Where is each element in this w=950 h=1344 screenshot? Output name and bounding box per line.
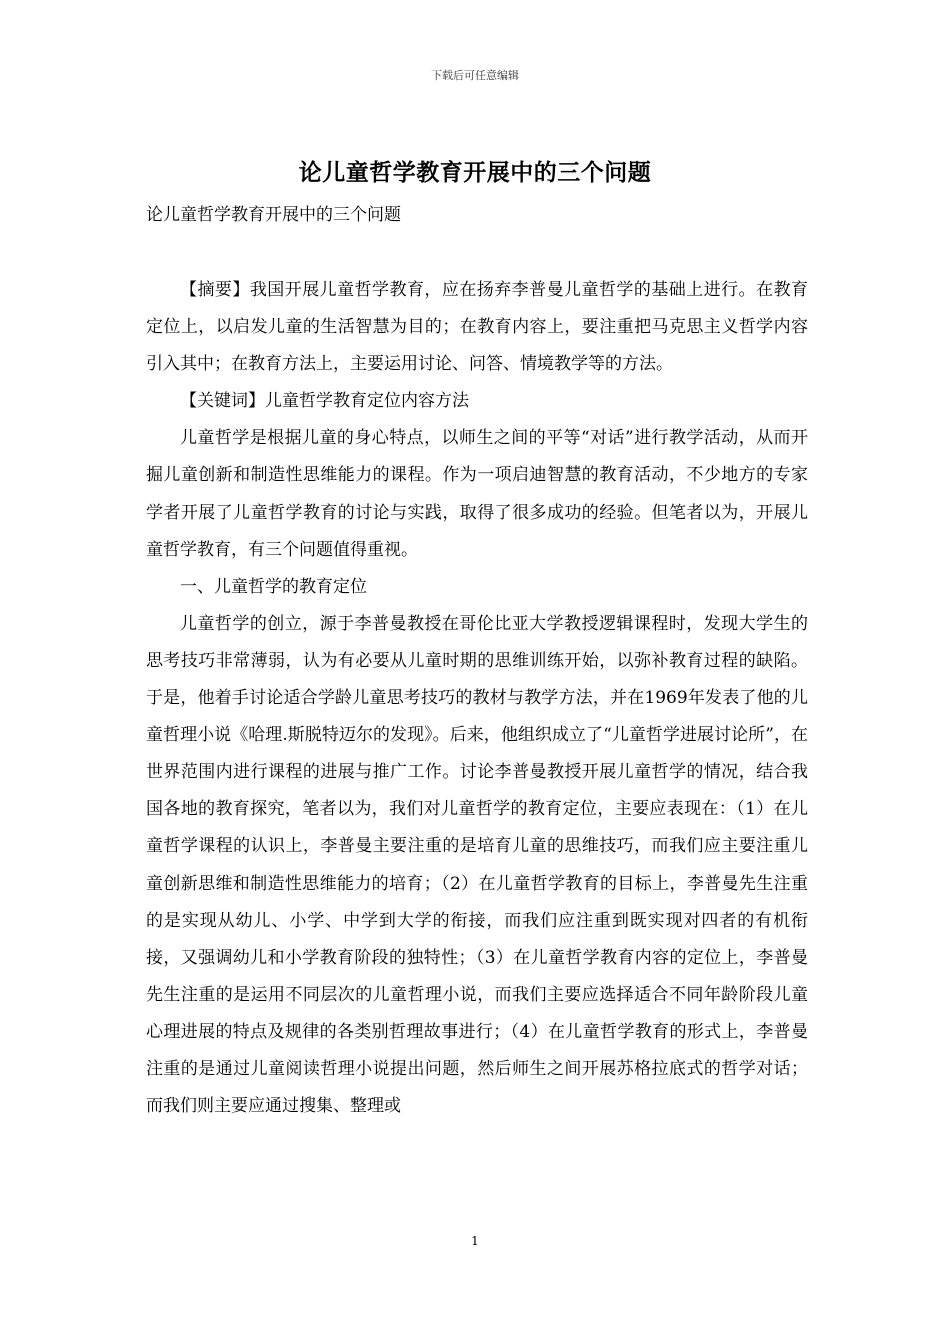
keywords-paragraph: 【关键词】儿童哲学教育定位内容方法: [180, 391, 469, 412]
document-subtitle: 论儿童哲学教育开展中的三个问题: [146, 205, 401, 225]
section-heading: 一、儿童哲学的教育定位: [180, 576, 367, 597]
section-paragraph: 儿童哲学的创立，源于李普曼教授在哥伦比亚大学教授逻辑课程时，发现大学生的思考技巧非常薄弱，认为有必要从儿童时期的思维训练开始，以弥补教育过程的缺陷。于是，他着手讨论适合学龄儿童思考技巧的教材与教学方法，并在1969年发表了他的儿童哲理小说《哈理.斯脱特迈尔的发现》。后来，他组织成立了“儿童哲学进展讨论所”，在世界范围内进行课程的进展与推广工作。讨论李普曼教授开展儿童哲学的情况，结合我国各地的教育探究，笔者以为，我们对儿童哲学的教育定位，主要应表现在：（1）在儿童哲学课程的认识上，李普曼主要注重的是培育儿童的思维技巧，而我们应主要注重儿童创新思维和制造性思维能力的培育；（2）在儿童哲学教育的目标上，李普曼先生注重的是实现从幼儿、小学、中学到大学的衔接，而我们应注重到既实现对四者的有机衔接，又强调幼儿和小学教育阶段的独特性；（3）在儿童哲学教育内容的定位上，李普曼先生注重的是运用不同层次的儿童哲理小说，而我们主要应选择适合不同年龄阶段儿童心理进展的特点及规律的各类别哲理故事进行；（4）在儿童哲学教育的形式上，李普曼注重的是通过儿童阅读哲理小说提出问题，然后师生之间开展苏格拉底式的哲学对话；而我们则主要应通过搜集、整理或: [146, 613, 808, 1117]
page-header-note: 下载后可任意编辑: [431, 69, 519, 82]
document-body: [146, 272, 808, 1125]
document-title: 论儿童哲学教育开展中的三个问题: [298, 159, 652, 186]
intro-paragraph: 儿童哲学是根据儿童的身心特点，以师生之间的平等“对话”进行教学活动，从而开掘儿童创新和制造性思维能力的课程。作为一项启迪智慧的教育活动，不少地方的专家学者开展了儿童哲学教育的讨论与实践，取得了很多成功的经验。但笔者以为，开展儿童哲学教育，有三个问题值得重视。: [146, 428, 808, 560]
abstract-paragraph: 【摘要】我国开展儿童哲学教育，应在扬弃李普曼儿童哲学的基础上进行。在教育定位上，以启发儿童的生活智慧为目的；在教育内容上，要注重把马克思主义哲学内容引入其中；在教育方法上，主要运用讨论、问答、情境教学等的方法。: [146, 280, 808, 375]
page-number: 1: [471, 1234, 479, 1248]
